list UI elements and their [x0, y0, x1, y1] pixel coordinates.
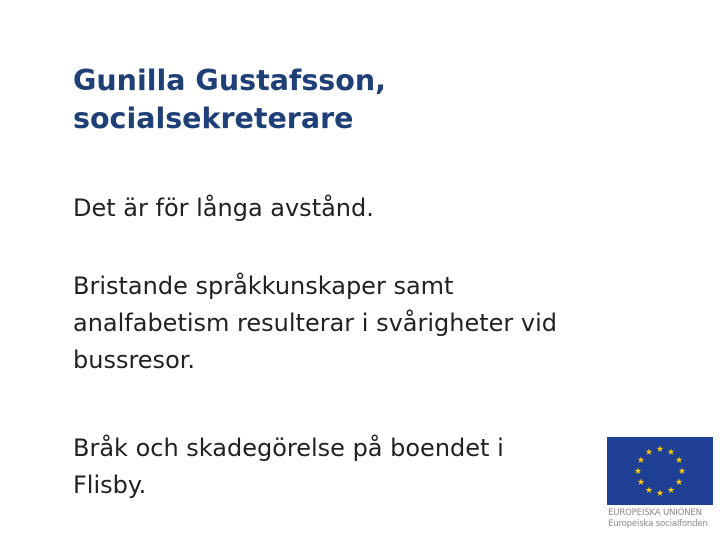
eu-star-icon	[646, 486, 653, 493]
eu-star-icon	[635, 467, 642, 474]
eu-logo	[607, 437, 715, 534]
eu-stars-icon	[607, 437, 713, 505]
title-line: socialsekreterare	[73, 102, 354, 135]
paragraph-line: Det är för långa avstånd.	[73, 194, 374, 222]
slide-title	[73, 62, 673, 138]
paragraph-line: Flisby.	[73, 471, 147, 499]
eu-star-icon	[668, 486, 675, 493]
eu-star-icon	[638, 478, 645, 485]
paragraph-line: Bråk och skadegörelse på boendet i	[73, 434, 504, 462]
eu-star-icon	[657, 489, 664, 496]
eu-star-icon	[676, 456, 683, 463]
paragraph-distance	[73, 190, 673, 227]
title-line: Gunilla Gustafsson,	[73, 64, 386, 97]
eu-caption-fund: Europeiska socialfonden	[608, 519, 708, 529]
eu-flag-icon	[607, 437, 713, 505]
paragraph-vandalism	[73, 430, 673, 504]
paragraph-line: Bristande språkkunskaper samt	[73, 272, 454, 300]
paragraph-language	[73, 268, 673, 379]
eu-star-icon	[679, 467, 686, 474]
eu-star-icon	[646, 448, 653, 455]
paragraph-line: analfabetism resulterar i svårigheter vid	[73, 309, 558, 337]
eu-caption-union: EUROPEISKA UNIONEN	[608, 508, 702, 518]
eu-caption	[608, 508, 716, 530]
eu-star-icon	[638, 456, 645, 463]
eu-star-icon	[668, 448, 675, 455]
eu-star-icon	[676, 478, 683, 485]
paragraph-line: bussresor.	[73, 346, 196, 374]
eu-star-icon	[657, 445, 664, 452]
